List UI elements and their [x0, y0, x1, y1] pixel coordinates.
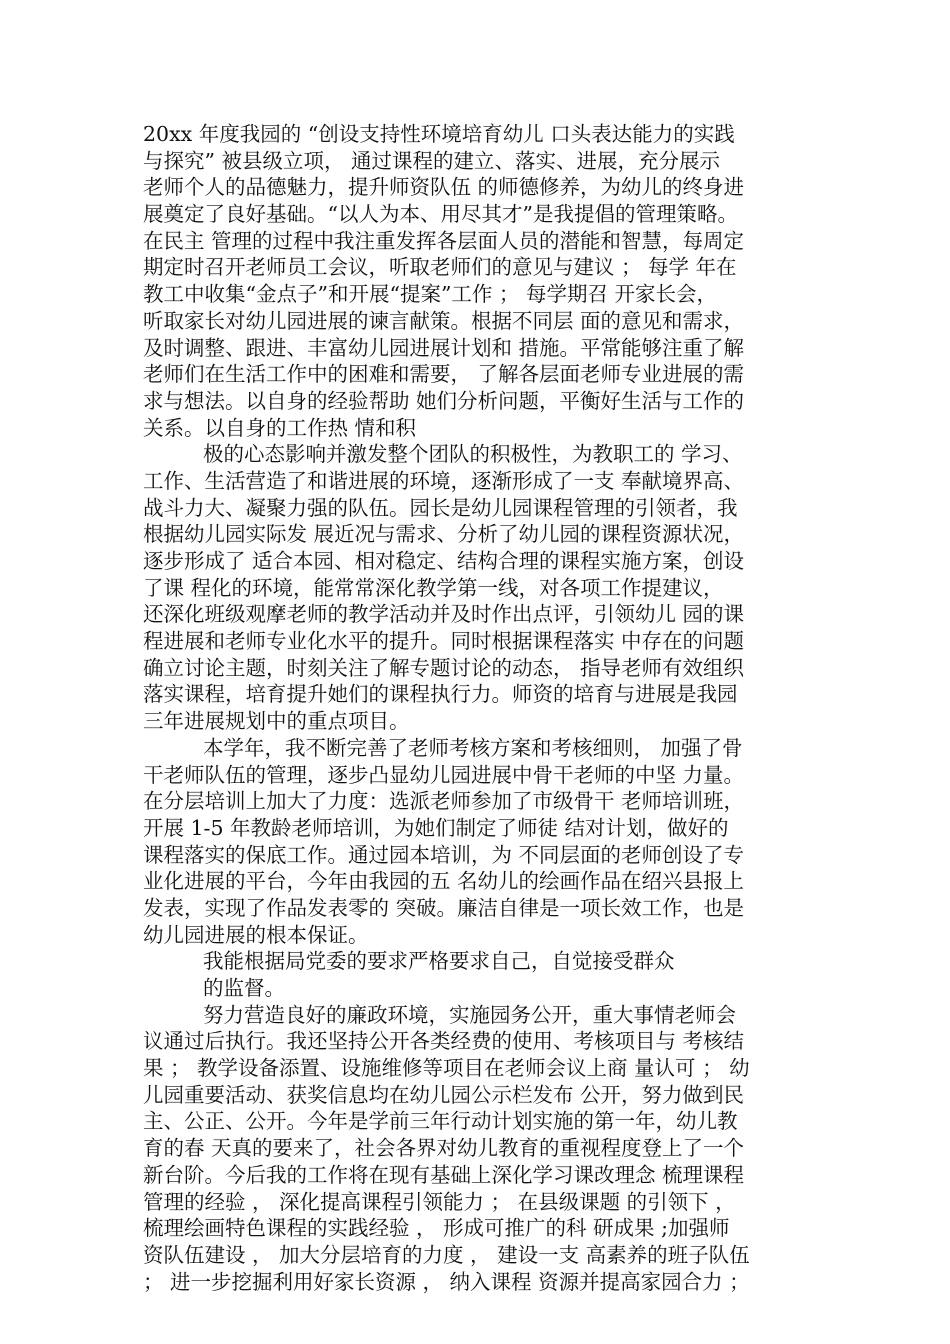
text-line: 期定时召开老师员工会议，听取老师们的意见与建议 ； 每学 年在	[143, 255, 737, 280]
text-line: 果 ； 教学设备添置、设施维修等项目在老师会议上商 量认可 ； 幼	[143, 1056, 750, 1081]
text-line: 新台阶。今后我的工作将在现有基础上深化学习课改理念 梳理课程	[143, 1162, 745, 1187]
text-line: 确立讨论主题，时刻关注了解专题讨论的动态， 指导老师有效组织	[143, 655, 745, 680]
text-line: 根据幼儿园实际发 展近况与需求、分析了幼儿园的课程资源状况，	[143, 522, 745, 547]
paragraph-start-line: 本学年，我不断完善了老师考核方案和考核细则， 加强了骨	[203, 735, 743, 760]
text-line: 开展 1-5 年教龄老师培训，为她们制定了师徒 结对计划，做好的	[143, 815, 729, 840]
document-body	[143, 121, 823, 1295]
text-line: 资队伍建设 ， 加大分层培育的力度 ， 建设一支 高素养的班子队伍	[143, 1242, 750, 1267]
text-line: 在分层培训上加大了力度：选派老师参加了市级骨干 老师培训班，	[143, 789, 745, 814]
text-line: 幼儿园进展的根本保证。	[143, 922, 369, 947]
text-line: ； 进一步挖掘利用好家长资源 ， 纳入课程 资源并提高家园合力 ；	[143, 1269, 750, 1294]
text-line: 议通过后执行。我还坚持公开各类经费的使用、考核项目与 考核结	[143, 1029, 745, 1054]
text-line: 三年进展规划中的重点项目。	[143, 709, 410, 734]
paragraph-start-line: 我能根据局党委的要求严格要求自己，自觉接受群众	[203, 949, 675, 974]
text-line: 工作、生活营造了和谐进展的环境，逐渐形成了一支 奉献境界高、	[143, 468, 745, 493]
text-line: 20xx 年度我园的 “创设支持性环境培育幼儿 口头表达能力的实践	[143, 122, 735, 146]
text-line: 的监督。	[203, 976, 285, 1000]
text-line: 求与想法。以自身的经验帮助 她们分析问题，平衡好生活与工作的	[143, 388, 745, 413]
text-line: 在民主 管理的过程中我注重发挥各层面人员的潜能和智慧，每周定	[143, 228, 745, 253]
text-line: 管理的经验 ， 深化提高课程引领能力 ； 在县级课题 的引领下 ，	[143, 1189, 736, 1214]
text-line: 落实课程，培育提升她们的课程执行力。师资的培育与进展是我园	[143, 682, 738, 707]
text-line: 程进展和老师专业化水平的提升。同时根据课程落实 中存在的问题	[143, 629, 745, 654]
text-line: 业化进展的平台，今年由我园的五 名幼儿的绘画作品在绍兴县报上	[143, 869, 745, 894]
text-line: 逐步形成了 适合本园、相对稳定、结构合理的课程实施方案，创设	[143, 549, 745, 573]
text-line: 发表，实现了作品发表零的 突破。廉洁自律是一项长效工作，也是	[143, 895, 745, 920]
text-line: 战斗力大、凝聚力强的队伍。园长是幼儿园课程管理的引领者，我	[143, 495, 738, 520]
text-line: 育的春 天真的要来了，社会各界对幼儿教育的重视程度登上了一个	[143, 1136, 745, 1161]
text-line: 了课 程化的环境，能常常深化教学第一线，对各项工作提建议，	[143, 575, 724, 600]
text-line: 关系。以自身的工作热 情和积	[143, 415, 417, 440]
text-line: 教工中收集“金点子”和开展“提案”工作 ； 每学期召 开家长会，	[143, 282, 717, 307]
text-line: 展奠定了良好基础。“以人为本、用尽其才”是我提倡的管理策略。	[143, 202, 738, 227]
text-line: 梳理绘画特色课程的实践经验 ， 形成可推广的科 研成果 ;加强师	[143, 1216, 730, 1241]
text-line: 老师们在生活工作中的困难和需要， 了解各层面老师专业进展的需	[143, 362, 745, 387]
text-line: 还深化班级观摩老师的教学活动并及时作出点评，引领幼儿 园的课	[143, 602, 745, 627]
text-line: 及时调整、跟进、丰富幼儿园进展计划和 措施。平常能够注重了解	[143, 335, 745, 360]
text-line: 老师个人的品德魅力，提升师资队伍 的师德修养，为幼儿的终身进	[143, 175, 745, 200]
paragraph-start-line: 努力营造良好的廉政环境，实施园务公开，重大事情老师会	[203, 1002, 736, 1027]
text-line: 课程落实的保底工作。通过园本培训，为 不同层面的老师创设了专	[143, 842, 745, 867]
text-line: 主、公正、公开。今年是学前三年行动计划实施的第一年，幼儿教	[143, 1109, 738, 1134]
paragraph-start-line: 极的心态影响并激发整个团队的积极性，为教职工的 学习、	[203, 442, 743, 467]
text-line: 干老师队伍的管理，逐步凸显幼儿园进展中骨干老师的中坚 力量。	[143, 762, 745, 787]
text-line: 与探究” 被县级立项， 通过课程的建立、落实、进展，充分展示	[143, 148, 721, 173]
text-line: 儿园重要活动、获奖信息均在幼儿园公示栏发布 公开，努力做到民	[143, 1082, 745, 1107]
text-line: 听取家长对幼儿园进展的谏言献策。根据不同层 面的意见和需求，	[143, 308, 745, 333]
